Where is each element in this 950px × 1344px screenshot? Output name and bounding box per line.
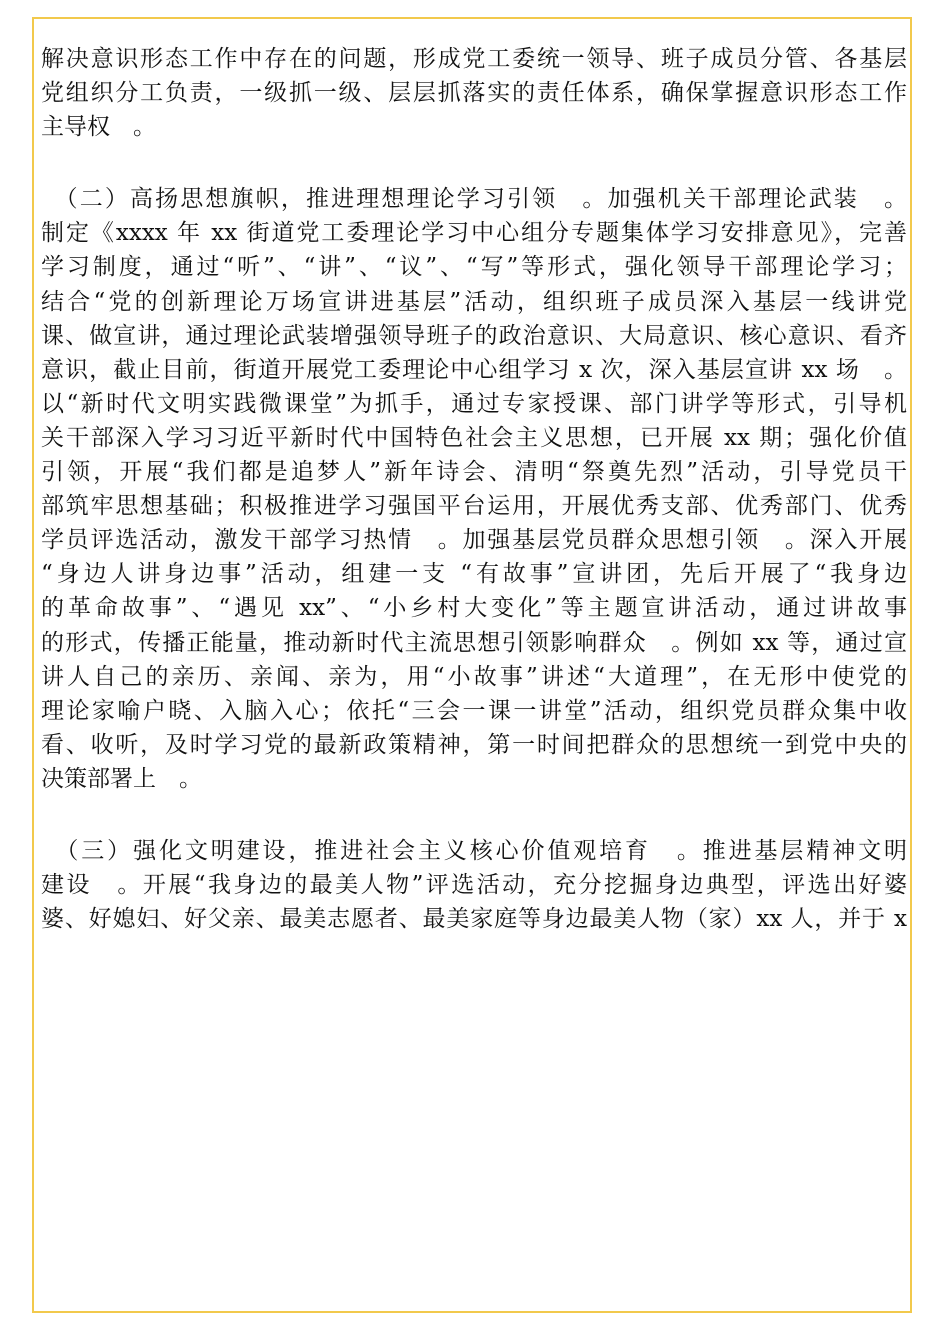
text-line: 以“新时代文明实践微课堂”为抓手，通过专家授课、部门讲学等形式，引导机 [41,390,907,417]
text-line: 意识，截止目前，街道开展党工委理论中心组学习 x 次，深入基层宣讲 xx 场 。 [41,356,907,383]
text-line: 党组织分工负责，一级抓一级、层层抓落实的责任体系，确保掌握意识形态工作 [41,80,907,107]
text-line: 制定《xxxx 年 xx 街道党工委理论学习中心组分专题集体学习安排意见》，完善 [41,220,907,247]
paragraph-2 [41,182,907,796]
text-line: 结合“党的创新理论万场宣讲进基层”活动，组织班子成员深入基层一线讲党 [41,288,907,315]
text-line: 的革命故事”、“遇见 xx”、“小乡村大变化”等主题宣讲活动，通过讲故事 [41,595,907,622]
section-heading-line: （三）强化文明建设，推进社会主义核心价值观培育 。推进基层精神文明 [41,837,907,864]
text-line: 决策部署上 。 [41,765,202,792]
text-line: 建设 。开展“我身边的最美人物”评选活动，充分挖掘身边典型，评选出好婆 [41,872,907,899]
text-line: 引领，开展“我们都是追梦人”新年诗会、清明“祭奠先烈”活动，引导党员干 [41,459,907,486]
text-line: “身边人讲身边事”活动，组建一支 “有故事”宣讲团，先后开展了“我身边 [41,561,907,588]
text-line: 的形式，传播正能量，推动新时代主流思想引领影响群众 。例如 xx 等，通过宣 [41,629,907,656]
document-body [41,42,907,936]
paragraph-1 [41,42,907,144]
text-line: 看、收听，及时学习党的最新政策精神，第一时间把群众的思想统一到党中央的 [41,731,907,758]
text-line: 学员评选活动，激发干部学习热情 。加强基层党员群众思想引领 。深入开展 [41,527,907,554]
paragraph-gap [41,144,907,182]
text-line: 理论家喻户晓、入脑入心；依托“三会一课一讲堂”活动，组织党员群众集中收 [41,697,907,724]
text-line: 解决意识形态工作中存在的问题，形成党工委统一领导、班子成员分管、各基层 [41,46,907,72]
text-line: 主导权 。 [41,114,156,141]
text-line: 部筑牢思想基础；积极推进学习强国平台运用，开展优秀支部、优秀部门、优秀 [41,493,907,520]
paragraph-3 [41,834,907,936]
text-line: 讲人自己的亲历、亲闻、亲为，用“小故事”讲述“大道理”，在无形中使党的 [41,663,907,690]
text-line: 婆、好媳妇、好父亲、最美志愿者、最美家庭等身边最美人物（家）xx 人，并于 x [41,906,907,933]
section-heading-line: （二）高扬思想旗帜，推进理想理论学习引领 。加强机关干部理论武装 。 [41,186,907,213]
text-line: 学习制度，通过“听”、“讲”、“议”、“写”等形式，强化领导干部理论学习； [41,254,907,281]
text-line: 关干部深入学习习近平新时代中国特色社会主义思想，已开展 xx 期；强化价值 [41,424,907,451]
text-line: 课、做宣讲，通过理论武装增强领导班子的政治意识、大局意识、核心意识、看齐 [41,322,907,349]
paragraph-gap [41,796,907,834]
